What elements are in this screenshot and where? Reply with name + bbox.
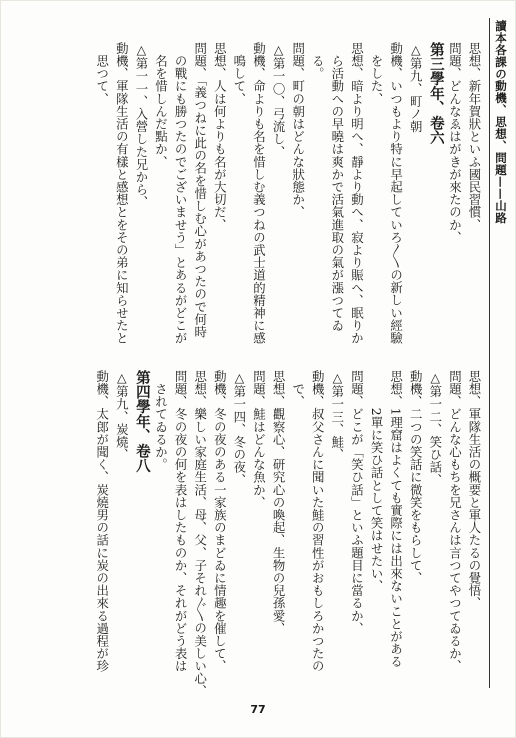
- text-line: 問題、どこが「笑ひ話」といふ題目に當るか、: [349, 370, 365, 635]
- text-line: 問題、鮭はどんな魚か、: [251, 370, 267, 509]
- text-line: 思想、軍隊生活の概要と軍人たるの覺悟、: [467, 370, 482, 610]
- text-line: 動機、いつもより特に早起していろ〳〵の新しい經驗: [388, 42, 404, 345]
- text-line: 思想、樂しい家庭生活、母、父、子それ〴〵の美しい心、: [192, 370, 208, 698]
- text-line: 動機、叔父さんに聞いた鮭の習性がおもしろかつたの: [310, 370, 326, 673]
- text-line: をした、: [369, 42, 385, 105]
- text-line: △第九、炭燒、: [114, 370, 130, 461]
- bottom-text-block: [92, 370, 484, 698]
- text-line: △第一二、笑ひ話、: [427, 370, 443, 486]
- text-line: されてゐるか。: [153, 370, 169, 471]
- text-line: 問題、冬の夜の何を表はしたものか、それがどう表は: [173, 370, 189, 673]
- text-line: 思想、觀察心、研究心の喚起、生物の兒孫愛、: [271, 370, 287, 635]
- text-line: 思つて、: [94, 42, 110, 105]
- text-line: △第一四、冬の夜、: [231, 370, 247, 486]
- section-heading: 第三學年、卷六: [427, 42, 444, 145]
- header-rule: [489, 18, 490, 688]
- text-line: △第九、町ノ朝: [408, 42, 424, 133]
- text-line: 問題、どんな心もちを兄さんは言つてやつてゐるか、: [447, 370, 463, 673]
- text-line: 動機、命よりも名を惜しむ義つねの武士道的精神に感: [251, 42, 267, 345]
- text-line: 問題、町の朝はどんな狀態か、: [290, 42, 306, 219]
- text-line: ら活動への早曉は爽かで活氣進取の氣が漲つてゐ: [329, 42, 345, 332]
- text-line: 問題、どんなゑはがきが來たのか、: [447, 42, 463, 244]
- text-line: 問題、「義つねに此の名を惜しむ心があつたので何時: [192, 42, 208, 339]
- top-text-block: [92, 42, 484, 345]
- page-number: 77: [250, 703, 266, 716]
- text-line: △第一〇、弓流し、: [271, 42, 287, 158]
- text-line: る。: [310, 42, 326, 80]
- text-line: 動機、二つの笑話に微笑をもらして、: [408, 370, 424, 585]
- text-line: △第一三、鮭、: [329, 370, 345, 461]
- section-heading: 第四學年、卷八: [133, 370, 150, 473]
- text-line: 名を惜しんだ點か、: [153, 42, 169, 168]
- text-line: 動機、太郎が聞く、炭燒男の話に炭の出來る過程が珍: [94, 370, 110, 673]
- text-line: で、: [290, 370, 306, 408]
- text-line: 動機、軍隊生活の有樣と感想とをその弟に知らせたと: [114, 42, 130, 345]
- text-line: 思想、暗より明へ、靜より動へ、寂より賑へ、眠りか: [349, 42, 365, 345]
- text-line: の戰にも勝つたのでございませう」とあるがどこが: [173, 42, 189, 345]
- text-line: 鳴して、: [231, 42, 247, 105]
- text-line: 動機、冬の夜のある一家族のまどゐに情趣を催して、: [212, 370, 228, 673]
- text-line: 思想、人は何よりも名が大切だ、: [212, 42, 228, 231]
- text-line: 2單に笑ひ話として笑はせたい、: [369, 370, 385, 593]
- running-head: 讀本各課の動機、思想、問題——山路: [494, 20, 508, 224]
- text-line: 思想、1理窟はよくても實際には出來ないことがある: [388, 370, 404, 668]
- text-line: △第一一、入營した兄から、: [133, 42, 149, 209]
- text-line: 思想、新年賀狀といふ國民習慣、: [467, 42, 482, 231]
